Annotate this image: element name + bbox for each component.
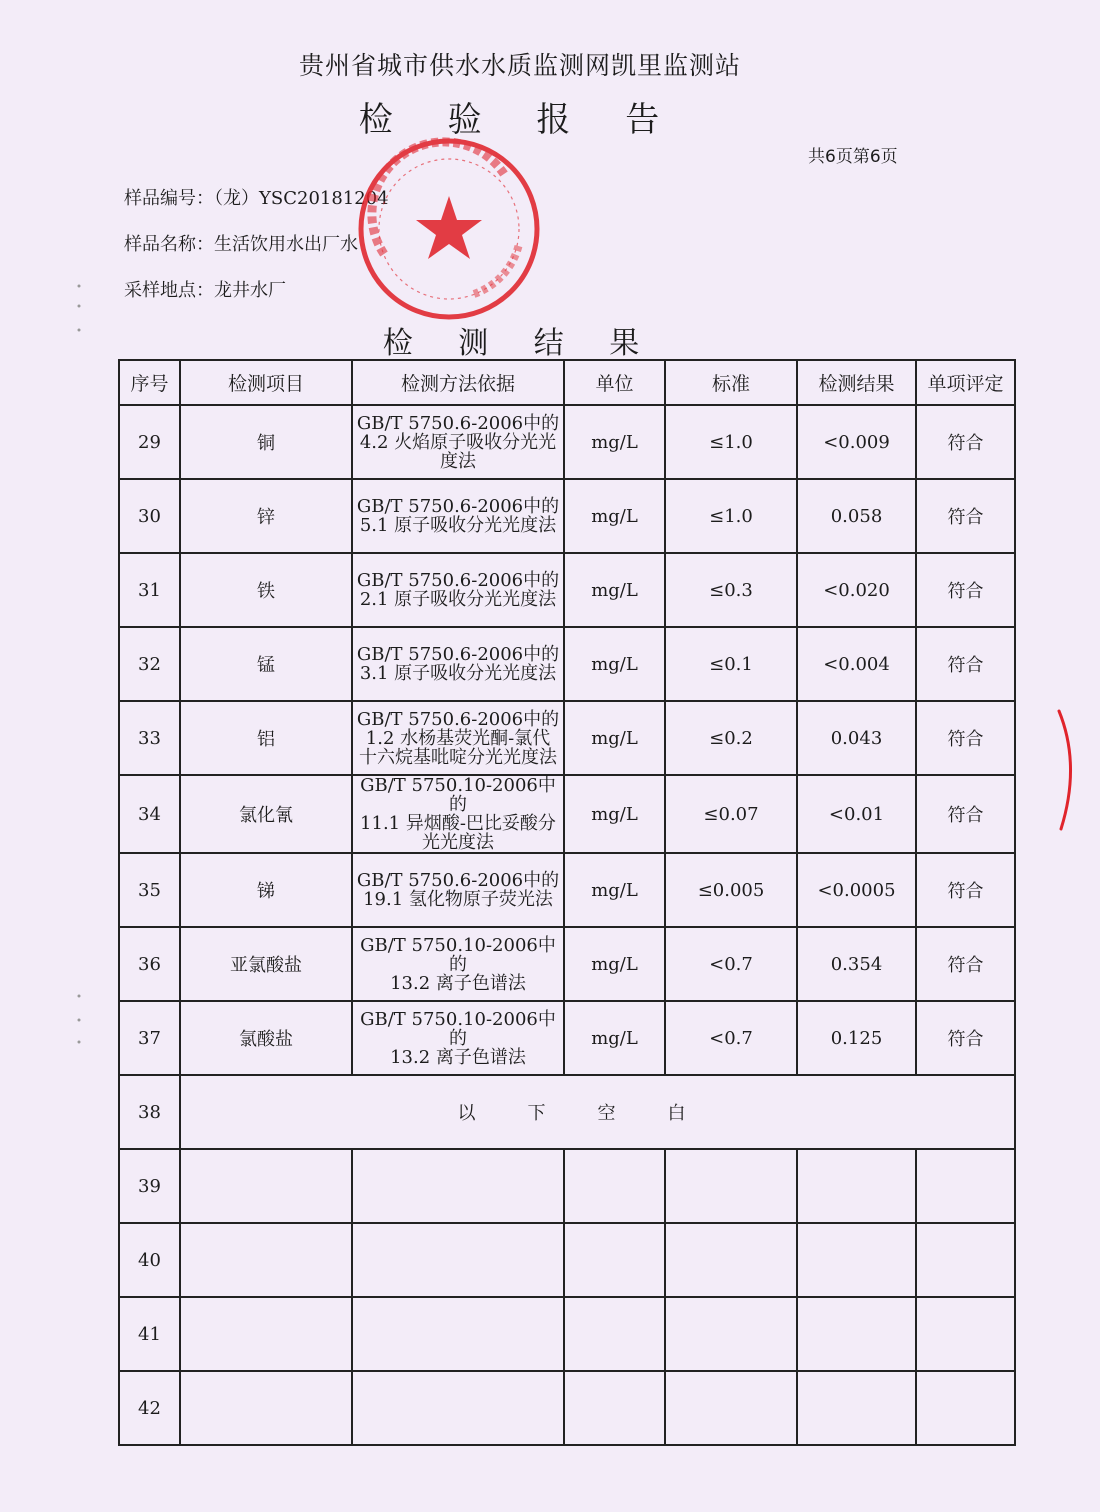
row-number: 31 xyxy=(119,553,180,627)
test-item: 氯酸盐 xyxy=(180,1001,352,1075)
row-number: 42 xyxy=(119,1371,180,1445)
unit: mg/L xyxy=(564,627,665,701)
test-method: GB/T 5750.10-2006中的 11.1 异烟酸-巴比妥酸分 光光度法 xyxy=(352,775,564,853)
test-method: GB/T 5750.6-2006中的 5.1 原子吸收分光光度法 xyxy=(352,479,564,553)
header-cell: 序号 xyxy=(119,360,180,405)
test-result: 0.354 xyxy=(797,927,916,1001)
sampling-location-line xyxy=(124,276,286,302)
table-row xyxy=(119,701,1015,775)
header-cell: 检测方法依据 xyxy=(352,360,564,405)
test-result: 0.043 xyxy=(797,701,916,775)
standard-limit: <0.7 xyxy=(665,927,797,1001)
table-row xyxy=(119,627,1015,701)
row-number: 39 xyxy=(119,1149,180,1223)
table-header-row xyxy=(119,360,1015,405)
standard-limit: ≤0.07 xyxy=(665,775,797,853)
test-result: <0.004 xyxy=(797,627,916,701)
sample-number-line xyxy=(124,184,389,210)
standard-limit: ≤0.005 xyxy=(665,853,797,927)
unit: mg/L xyxy=(564,405,665,479)
empty-row xyxy=(119,1223,1015,1297)
row-number: 36 xyxy=(119,927,180,1001)
sampling-location-label: 采样地点： xyxy=(124,280,214,301)
empty-row xyxy=(119,1371,1015,1445)
empty-row xyxy=(119,1297,1015,1371)
organization-name: 贵州省城市供水水质监测网凯里监测站 xyxy=(298,51,741,80)
test-item: 锑 xyxy=(180,853,352,927)
test-method: GB/T 5750.10-2006中的 13.2 离子色谱法 xyxy=(352,927,564,1001)
test-method: GB/T 5750.6-2006中的 1.2 水杨基荧光酮-氯代 十六烷基吡啶分光光度法 xyxy=(352,701,564,775)
test-item: 铁 xyxy=(180,553,352,627)
evaluation: 符合 xyxy=(916,927,1015,1001)
evaluation: 符合 xyxy=(916,405,1015,479)
evaluation: 符合 xyxy=(916,701,1015,775)
test-item: 亚氯酸盐 xyxy=(180,927,352,1001)
test-result: <0.0005 xyxy=(797,853,916,927)
test-result: <0.01 xyxy=(797,775,916,853)
test-method: GB/T 5750.10-2006中的 13.2 离子色谱法 xyxy=(352,1001,564,1075)
red-pen-mark-icon xyxy=(1055,705,1085,835)
row-number: 38 xyxy=(119,1075,180,1149)
test-method: GB/T 5750.6-2006中的 2.1 原子吸收分光光度法 xyxy=(352,553,564,627)
evaluation: 符合 xyxy=(916,775,1015,853)
row-number: 37 xyxy=(119,1001,180,1075)
results-section-title: 检 测 结 果 xyxy=(382,326,658,361)
evaluation: 符合 xyxy=(916,627,1015,701)
blank-marker-text: 以下空白 xyxy=(180,1075,1015,1149)
row-number: 34 xyxy=(119,775,180,853)
unit: mg/L xyxy=(564,701,665,775)
blank-marker-row xyxy=(119,1075,1015,1149)
evaluation: 符合 xyxy=(916,553,1015,627)
sample-number-value: （龙）YSC20181204 xyxy=(214,188,389,209)
test-item: 锌 xyxy=(180,479,352,553)
evaluation: 符合 xyxy=(916,853,1015,927)
standard-limit: ≤0.3 xyxy=(665,553,797,627)
table-row xyxy=(119,479,1015,553)
test-result: 0.125 xyxy=(797,1001,916,1075)
header-cell: 检测项目 xyxy=(180,360,352,405)
table-row xyxy=(119,775,1015,853)
row-number: 40 xyxy=(119,1223,180,1297)
unit: mg/L xyxy=(564,927,665,1001)
official-seal-icon xyxy=(354,134,544,324)
results-table xyxy=(118,359,1016,1446)
row-number: 35 xyxy=(119,853,180,927)
sampling-location-value: 龙井水厂 xyxy=(214,280,286,301)
standard-limit: ≤1.0 xyxy=(665,405,797,479)
page-number: 共6页第6页 xyxy=(808,147,898,167)
table-row xyxy=(119,853,1015,927)
test-method: GB/T 5750.6-2006中的 3.1 原子吸收分光光度法 xyxy=(352,627,564,701)
standard-limit: ≤0.1 xyxy=(665,627,797,701)
report-title: 检 验 报 告 xyxy=(358,100,682,140)
test-result: 0.058 xyxy=(797,479,916,553)
table-row xyxy=(119,553,1015,627)
unit: mg/L xyxy=(564,775,665,853)
row-number: 29 xyxy=(119,405,180,479)
standard-limit: <0.7 xyxy=(665,1001,797,1075)
unit: mg/L xyxy=(564,479,665,553)
header-cell: 检测结果 xyxy=(797,360,916,405)
test-method: GB/T 5750.6-2006中的 19.1 氢化物原子荧光法 xyxy=(352,853,564,927)
row-number: 30 xyxy=(119,479,180,553)
sample-name-line xyxy=(124,230,358,256)
row-number: 32 xyxy=(119,627,180,701)
test-item: 铝 xyxy=(180,701,352,775)
unit: mg/L xyxy=(564,553,665,627)
test-result: <0.020 xyxy=(797,553,916,627)
unit: mg/L xyxy=(564,1001,665,1075)
unit: mg/L xyxy=(564,853,665,927)
test-item: 锰 xyxy=(180,627,352,701)
header-cell: 标准 xyxy=(665,360,797,405)
test-method: GB/T 5750.6-2006中的 4.2 火焰原子吸收分光光 度法 xyxy=(352,405,564,479)
header-cell: 单项评定 xyxy=(916,360,1015,405)
header-cell: 单位 xyxy=(564,360,665,405)
table-row xyxy=(119,927,1015,1001)
empty-row xyxy=(119,1149,1015,1223)
table-row xyxy=(119,1001,1015,1075)
test-item: 氯化氰 xyxy=(180,775,352,853)
row-number: 33 xyxy=(119,701,180,775)
standard-limit: ≤0.2 xyxy=(665,701,797,775)
standard-limit: ≤1.0 xyxy=(665,479,797,553)
test-result: <0.009 xyxy=(797,405,916,479)
evaluation: 符合 xyxy=(916,479,1015,553)
sample-name-value: 生活饮用水出厂水 xyxy=(214,234,358,255)
evaluation: 符合 xyxy=(916,1001,1015,1075)
sample-number-label: 样品编号： xyxy=(124,188,214,209)
table-row xyxy=(119,405,1015,479)
sample-name-label: 样品名称： xyxy=(124,234,214,255)
row-number: 41 xyxy=(119,1297,180,1371)
test-item: 铜 xyxy=(180,405,352,479)
punch-dots-icon xyxy=(76,990,82,1050)
